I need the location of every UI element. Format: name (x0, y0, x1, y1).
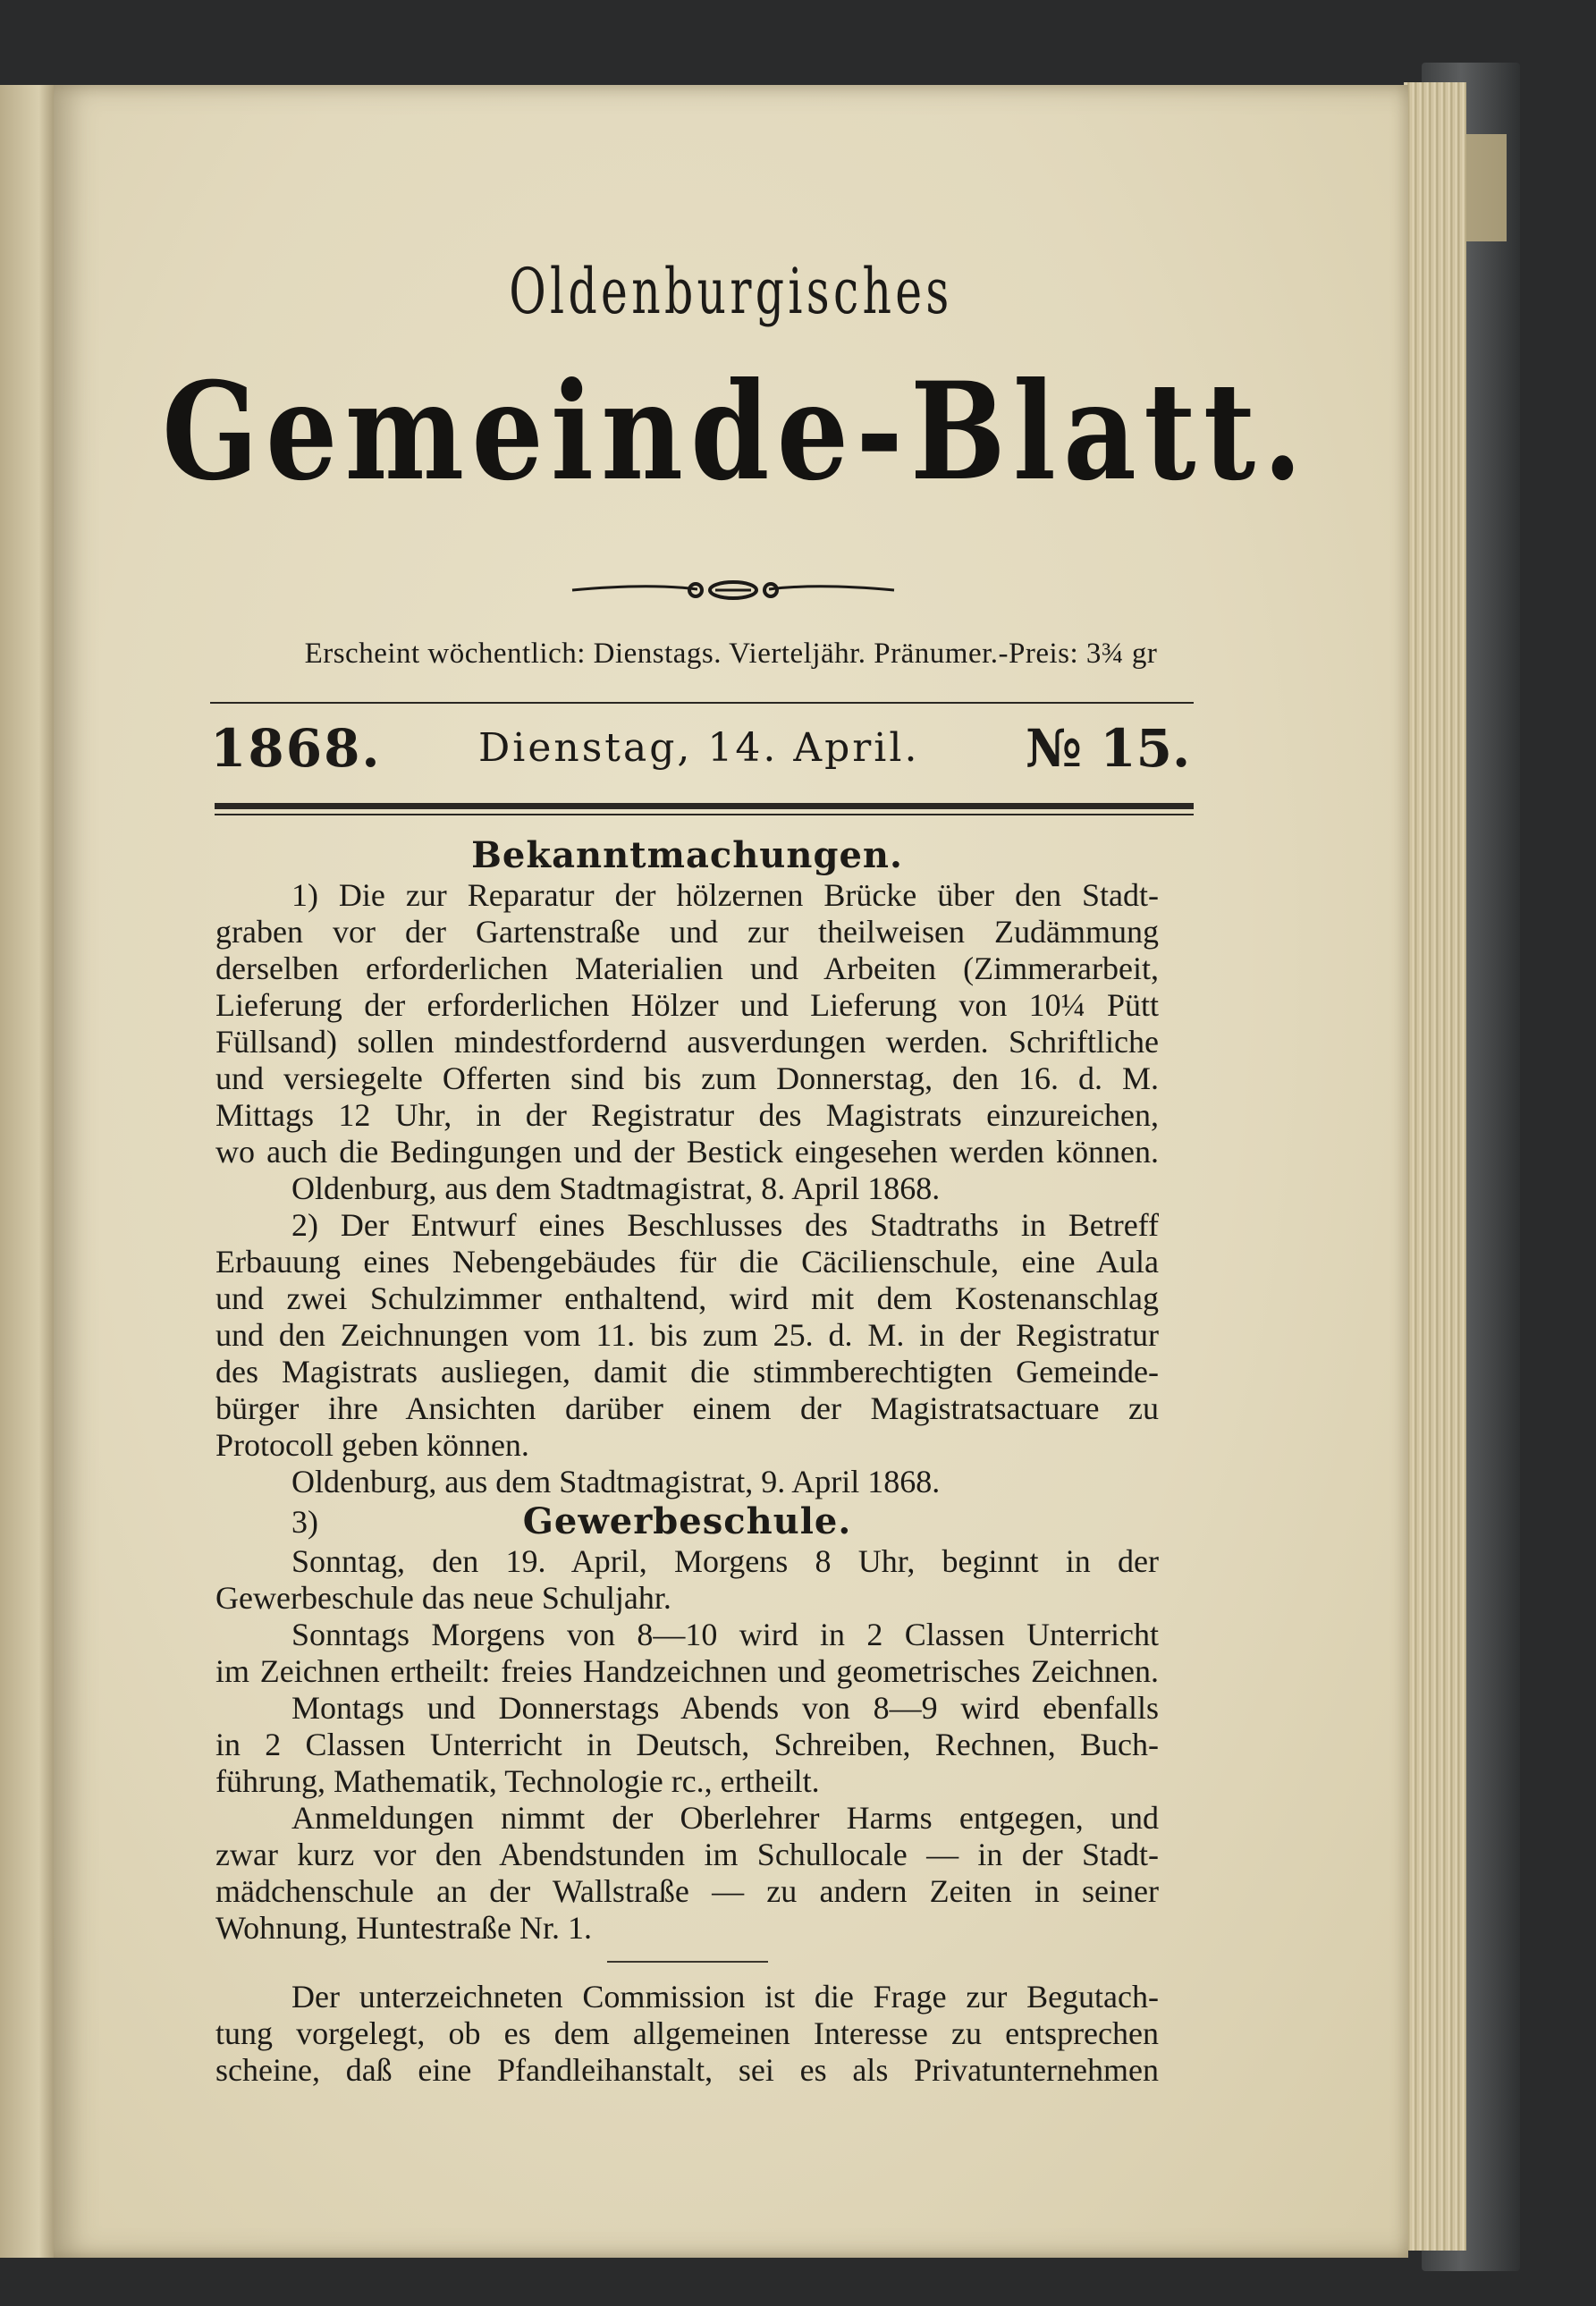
section-heading-announcements: Bekanntmachungen. (471, 834, 903, 876)
text-line: und zwei Schulzimmer enthaltend, wird mit dem Kostenanschlag (215, 1280, 1159, 1316)
text-line: tung vorgelegt, ob es dem allgemeinen Interesse zu entsprechen (215, 2015, 1159, 2051)
text-line: 2) Der Entwurf eines Beschlusses des Stadtraths in Betreff (291, 1207, 1159, 1243)
issue-line (210, 711, 1194, 791)
text-line: Gewerbeschule das neue Schuljahr. (215, 1580, 671, 1616)
issue-year: 1868. (210, 718, 382, 779)
previous-page-edge (0, 85, 57, 2258)
article-body (215, 834, 1159, 2089)
text-line: bürger ihre Ansichten darüber einem der Magistratsactuare zu (215, 1390, 1159, 1426)
commission-paragraph (215, 1979, 1159, 2089)
text-line: in 2 Classen Unterricht in Deutsch, Schreiben, Rechnen, Buch- (215, 1727, 1159, 1762)
newspaper-page (54, 85, 1408, 2258)
cover-label-patch (1466, 134, 1507, 241)
text-line: Erbauung eines Nebengebäudes für die Cäcilienschule, eine Aula (215, 1244, 1159, 1280)
item-number: 3) (291, 1504, 318, 1540)
signature-line: Oldenburg, aus dem Stadtmagistrat, 8. April 1868. (291, 1170, 941, 1206)
masthead-subtitle: Oldenburgisches (509, 255, 953, 328)
text-line: und den Zeichnungen vom 11. bis zum 25. d. M. in der Registratur (215, 1317, 1159, 1353)
text-line: im Zeichnen ertheilt: freies Handzeichnen und geometrisches Zeichnen. (215, 1653, 1159, 1689)
text-line: graben vor der Gartenstraße und zur theilweisen Zudämmung (215, 914, 1159, 950)
rule-thin-top (210, 702, 1194, 704)
text-line: und versiegelte Offerten sind bis zum Donnerstag, den 16. d. M. (215, 1060, 1159, 1096)
issue-date: Dienstag, 14. April. (478, 725, 920, 771)
rule-thin-bottom (215, 814, 1194, 815)
section-separator (607, 1961, 768, 1963)
text-line: Anmeldungen nimmt der Oberlehrer Harms entgegen, und (291, 1800, 1159, 1836)
text-line: scheine, daß eine Pfandleihanstalt, sei es als Privatunternehmen (215, 2052, 1159, 2088)
text-line: führung, Mathematik, Technologie rc., ertheilt. (215, 1763, 820, 1799)
text-line: des Magistrats ausliegen, damit die stimmberechtigten Gemeinde- (215, 1354, 1159, 1390)
ornament-divider (563, 572, 903, 608)
text-line: wo auch die Bedingungen und der Bestick eingesehen werden können. (215, 1134, 1159, 1170)
text-line: Füllsand) sollen mindestfordernd ausverdungen werden. Schriftliche (215, 1024, 1159, 1060)
issue-number: № 15. (1026, 718, 1191, 779)
text-line: zwar kurz vor den Abendstunden im Schullocale — in der Stadt- (215, 1837, 1159, 1872)
trade-school-paragraph-1 (215, 1543, 1159, 1617)
text-line: Protocoll geben können. (215, 1427, 529, 1463)
subscription-info: Erscheint wöchentlich: Dienstags. Vierteljähr. Pränumer.-Preis: 3¾ gr (304, 638, 1158, 670)
signature-line: Oldenburg, aus dem Stadtmagistrat, 9. April 1868. (291, 1464, 941, 1499)
trade-school-paragraph-4 (215, 1800, 1159, 1947)
announcement-1 (215, 877, 1159, 1207)
text-line: Sonntag, den 19. April, Morgens 8 Uhr, beginnt in der (291, 1543, 1159, 1579)
text-line: Wohnung, Huntestraße Nr. 1. (215, 1910, 593, 1946)
rule-thick (215, 803, 1194, 809)
text-line: 1) Die zur Reparatur der hölzernen Brücke über den Stadt- (291, 877, 1159, 913)
text-line: mädchenschule an der Wallstraße — zu andern Zeiten in seiner (215, 1873, 1159, 1909)
text-line: derselben erforderlichen Materialien und Arbeiten (Zimmerarbeit, (215, 950, 1159, 986)
text-line: Lieferung der erforderlichen Hölzer und Lieferung von 10¼ Pütt (215, 987, 1159, 1023)
announcement-3-header (215, 1500, 1159, 1543)
section-heading-trade-school: Gewerbeschule. (522, 1500, 852, 1542)
page-block-edges (1404, 82, 1466, 2251)
masthead-title: Gemeinde-Blatt. (162, 353, 1310, 511)
text-line: Sonntags Morgens von 8—10 wird in 2 Classen Unterricht (291, 1617, 1159, 1652)
trade-school-paragraph-3 (215, 1690, 1159, 1800)
text-line: Montags und Donnerstags Abends von 8—9 wird ebenfalls (291, 1690, 1159, 1726)
announcement-2 (215, 1207, 1159, 1500)
text-line: Der unterzeichneten Commission ist die Frage zur Begutach- (291, 1979, 1159, 2015)
trade-school-paragraph-2 (215, 1617, 1159, 1690)
text-line: Mittags 12 Uhr, in der Registratur des Magistrats einzureichen, (215, 1097, 1159, 1133)
